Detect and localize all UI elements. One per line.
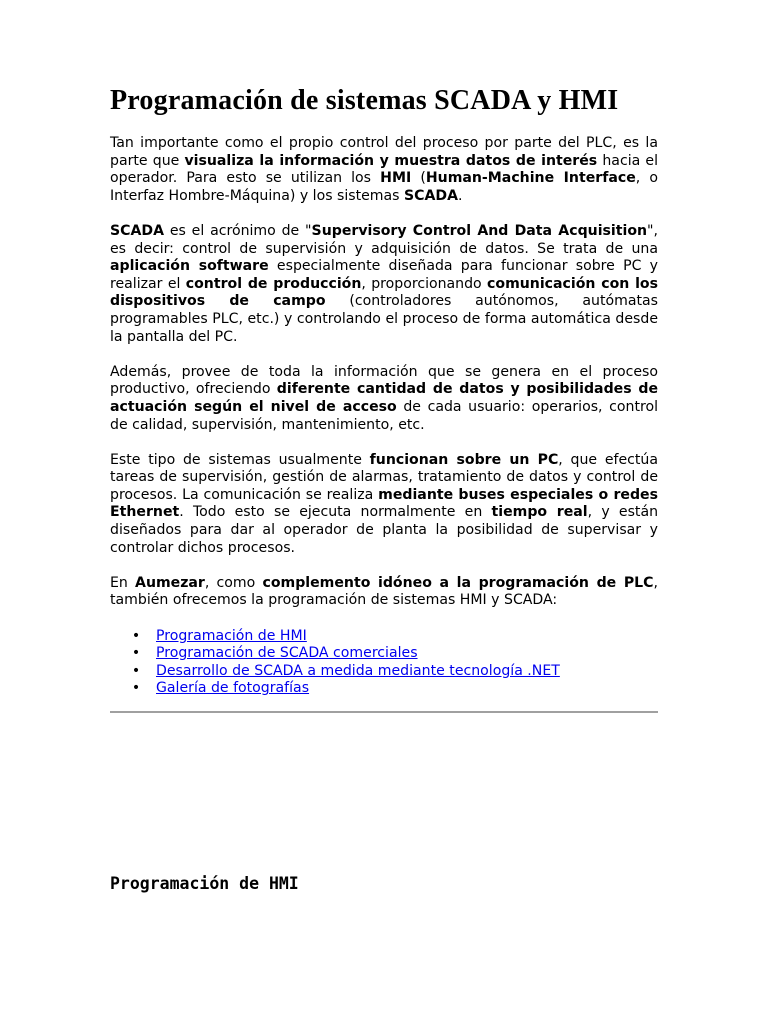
bold-text-run: tiempo real [491,504,588,521]
text-run: Este tipo de sistemas usualmente [110,451,370,468]
text-run: . Todo esto se ejecuta normalmente en [179,504,492,521]
link-galeria-fotografias[interactable]: Galería de fotografías [156,680,310,697]
bold-text-run: control de producción [185,275,362,292]
text-run: . [458,187,463,204]
bold-text-run: complemento idóneo a la programación de PLC [262,574,654,591]
intro-paragraph [110,135,658,205]
text-run: de cada usuario: operarios, control de calidad, supervisión, mantenimiento, etc. [110,398,659,433]
page-title: Programación de sistemas SCADA y HMI [110,85,619,116]
text-run: Además, provee de toda la información que se genera en el proceso productivo, ofreciendo [110,363,658,398]
text-run: , que efectúa tareas de supervisión, gestión de alarmas, tratamiento de datos y control de procesos. La comunicación se realiza [110,451,658,503]
list-item [131,645,658,663]
text-run: ", es decir: control de supervisión y adquisición de datos. Se trata de una [110,222,658,257]
services-link-list [110,628,658,698]
bold-text-run: comunicación con los dispositivos de campo [110,275,658,310]
text-run: , como [204,574,263,591]
text-run: (controladores autónomos, autómatas programables PLC, etc.) y controlando el proceso de forma automática desde la pantalla del PC. [110,293,658,345]
list-item [131,627,658,646]
bullet-icon: • [131,662,141,679]
bullet-icon: • [131,645,141,662]
text-run: ( [411,170,426,187]
bold-text-run: funcionan sobre un PC [369,451,559,468]
aumezar-paragraph [110,575,658,610]
bold-text-run: diferente cantidad de datos y posibilidades de actuación según el nivel de acceso [110,381,658,415]
text-run: especialmente diseñada para funcionar sobre PC y realizar el [110,258,658,292]
text-run: , también ofrecemos la programación de sistemas HMI y SCADA: [110,574,658,609]
text-run: hacia el operador. Para esto se utilizan los [110,152,658,187]
bold-text-run: aplicación software [110,258,269,275]
systems-paragraph [110,452,658,558]
section-heading-hmi: Programación de HMI [110,874,299,893]
bold-text-run: SCADA [110,222,165,239]
bold-text-run: mediante buses especiales o redes Ethernet [110,486,658,521]
text-run: , y están diseñados para dar al operador de planta la posibilidad de supervisar y controlar dichos procesos. [110,504,659,556]
information-paragraph [110,364,658,434]
list-item [131,680,658,698]
bullet-icon: • [131,680,141,697]
text-run: es el acrónimo de " [164,222,312,239]
text-run: Tan importante como el propio control del proceso por parte del PLC, es la parte que [110,135,658,169]
bold-text-run: visualiza la información y muestra datos de interés [184,152,598,169]
bold-text-run: Supervisory Control And Data Acquisition [311,222,648,239]
bold-text-run: SCADA [404,187,459,204]
text-run: , proporcionando [361,275,488,292]
bold-text-run: Aumezar [135,574,205,591]
document-page [110,84,659,893]
bold-text-run: Human-Machine Interface [425,170,636,187]
scada-definition-paragraph [110,223,658,346]
link-programacion-hmi[interactable]: Programación de HMI [156,627,307,644]
bullet-icon: • [131,627,141,644]
link-desarrollo-scada-net[interactable]: Desarrollo de SCADA a medida mediante tecnología .NET [156,662,560,679]
text-run: En [110,574,136,591]
bold-text-run: HMI [380,170,412,187]
link-programacion-scada-comerciales[interactable]: Programación de SCADA comerciales [156,645,418,662]
horizontal-divider [110,711,658,713]
list-item [131,662,658,681]
text-run: , o Interfaz Hombre-Máquina) y los sistemas [110,170,658,204]
